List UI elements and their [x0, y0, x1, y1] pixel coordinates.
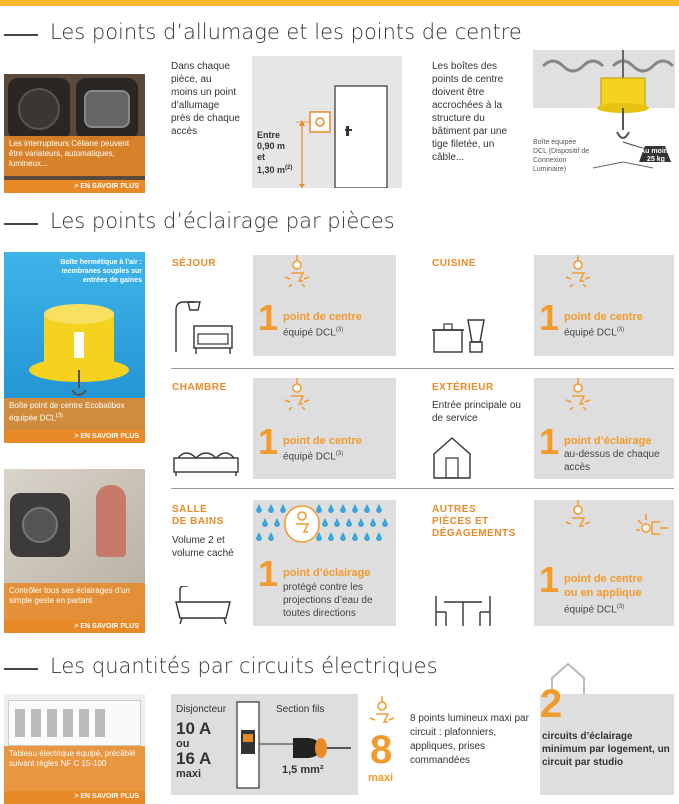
water-drops-icon	[253, 500, 396, 550]
thumb-tableau[interactable]	[4, 694, 145, 794]
sub-exterieur: au-dessus de chaque accès	[564, 449, 660, 473]
note-cuisine: (3)	[616, 327, 625, 333]
note-sejour: (3)	[335, 327, 344, 333]
weight-label: Au moins 25 kg	[640, 148, 672, 163]
desc-sdb: Volume 2 et volume caché	[172, 535, 234, 559]
eight-maxi: maxi	[368, 772, 394, 784]
section-dash	[4, 223, 38, 225]
eight-number: 8	[370, 728, 393, 772]
room-name-sejour: SÉJOUR	[172, 258, 217, 269]
height-label-1: Entre	[257, 130, 281, 140]
title-autres-2: ou en applique	[564, 587, 642, 599]
top-accent-bar	[0, 0, 679, 6]
more-link-4[interactable]: > EN SAVOIR PLUS	[4, 791, 145, 804]
sub-cuisine: équipé DCL	[564, 327, 617, 339]
desc-exterieur: Entrée principale ou de service	[432, 400, 521, 424]
dcl-box-illustration	[533, 50, 675, 190]
sub-chambre: équipé DCL	[283, 451, 336, 463]
circuits-text: circuits d’éclairage minimum par logement, un circuit par studio	[542, 731, 670, 768]
section-dash	[4, 668, 38, 670]
wall-illustration	[252, 56, 402, 188]
amp-1: 10 A	[176, 719, 212, 738]
light-point-icon	[281, 255, 313, 295]
room-name-autres-2: PIÈCES ET	[432, 516, 489, 527]
centre-text: Les boîtes des points de centre doivent être accrochées à la structure du bâtiment par une tige filetée, un câble...	[432, 61, 508, 163]
amp-2: 16 A	[176, 749, 212, 768]
section-title-quantites: Les quantités par circuits électriques	[50, 654, 438, 678]
big-number-autres: 1	[539, 559, 560, 600]
title-sejour: point de centre	[283, 311, 362, 323]
thumb1-caption: Boîte point de centre Ecobatibox équipée DCL	[9, 401, 125, 423]
row-separator	[171, 488, 674, 489]
sofa-lamp-icon	[174, 300, 236, 356]
big-number-cuisine: 1	[539, 297, 560, 338]
row-separator	[171, 368, 674, 369]
thumb2-caption: Contrôler tous ses éclairages d’un simple geste en partant	[4, 583, 145, 620]
light-point-icon	[366, 696, 398, 732]
wire-size: 1,5 mm²	[282, 764, 324, 776]
table-chairs-icon	[432, 594, 494, 628]
light-point-icon	[562, 378, 594, 418]
allumage-text: Dans chaque pièce, au moins un point d’allumage près de chaque accès	[171, 61, 240, 137]
height-label-4: 1,30 m	[257, 165, 286, 175]
bed-icon	[172, 446, 242, 478]
light-point-icon	[562, 255, 594, 295]
points-text: 8 points lumineux maxi par circuit : plafonniers, appliques, prises commandées	[410, 713, 529, 766]
light-point-icon	[281, 378, 313, 418]
thumb-ecobatibox[interactable]	[4, 252, 145, 430]
yellow-box-image	[24, 292, 134, 402]
thumb1-note: (3)	[55, 413, 64, 419]
more-link-3[interactable]: > EN SAVOIR PLUS	[4, 620, 145, 633]
note-autres: (3)	[616, 604, 625, 610]
height-label-2: 0,90 m	[257, 141, 286, 151]
thumb-interrupteurs[interactable]	[4, 74, 145, 193]
room-name-cuisine: CUISINE	[432, 258, 477, 269]
room-name-autres-3: DÉGAGEMENTS	[432, 528, 516, 539]
big-number-sejour: 1	[258, 297, 279, 338]
amp-ou: ou	[176, 738, 190, 750]
room-name-chambre: CHAMBRE	[172, 382, 227, 393]
title-autres-1: point de centre	[564, 573, 643, 585]
title-exterieur: point d’éclairage	[564, 435, 652, 447]
box-caption: Boîte équipée DCL (Dispositif de Connexion Luminaire)	[533, 139, 590, 173]
height-note: (2)	[285, 165, 293, 171]
thumb-controle[interactable]	[4, 469, 145, 620]
thumb1-top-text: Boîte hermétique à l’air : membranes souples sur entrées de gaines	[60, 259, 142, 284]
title-chambre: point de centre	[283, 435, 362, 447]
switch-image	[8, 78, 70, 140]
title-sdb: point d’éclairage	[283, 567, 371, 579]
more-link-1[interactable]: > EN SAVOIR PLUS	[4, 180, 145, 193]
height-label-3: et	[257, 152, 266, 162]
section-title-allumage: Les points d’allumage et les points de centre	[50, 20, 522, 44]
kitchen-icon	[432, 316, 492, 356]
big-number-exterieur: 1	[539, 421, 560, 462]
light-point-applique-icon	[560, 500, 670, 546]
room-name-autres-1: AUTRES	[432, 504, 477, 515]
sub-autres: équipé DCL	[564, 604, 617, 616]
room-name-sdb-2: DE BAINS	[172, 516, 224, 527]
house-door-icon	[432, 436, 472, 480]
bathtub-icon	[172, 586, 234, 626]
detector-image	[76, 78, 138, 140]
big-number-chambre: 1	[258, 421, 279, 462]
section-fils-label: Section fils	[276, 704, 325, 715]
section-title-eclairage: Les points d’éclairage par pièces	[50, 209, 395, 233]
thumb3-caption: Tableau électrique équipé, précâblé suivant règles NF C 15-100	[4, 746, 145, 794]
title-cuisine: point de centre	[564, 311, 643, 323]
sub-sdb: protégé contre les projections d’eau de toutes directions	[283, 582, 373, 619]
note-chambre: (3)	[335, 451, 344, 457]
panel-image	[8, 700, 141, 746]
disjoncteur-label: Disjoncteur	[176, 704, 227, 715]
big-number-sdb: 1	[258, 553, 279, 594]
thumb-caption: Les interrupteurs Céliane peuvent être variateurs, automatiques, lumineux...	[4, 136, 145, 176]
section-dash	[4, 34, 38, 36]
more-link-2[interactable]: > EN SAVOIR PLUS	[4, 430, 145, 443]
room-name-sdb-1: SALLE	[172, 504, 208, 515]
room-name-exterieur: EXTÉRIEUR	[432, 382, 494, 393]
people-image	[96, 485, 126, 557]
amp-maxi: maxi	[176, 768, 202, 780]
sub-sejour: équipé DCL	[283, 327, 336, 339]
switch-dark-image	[10, 493, 70, 557]
two-number: 2	[540, 682, 563, 726]
